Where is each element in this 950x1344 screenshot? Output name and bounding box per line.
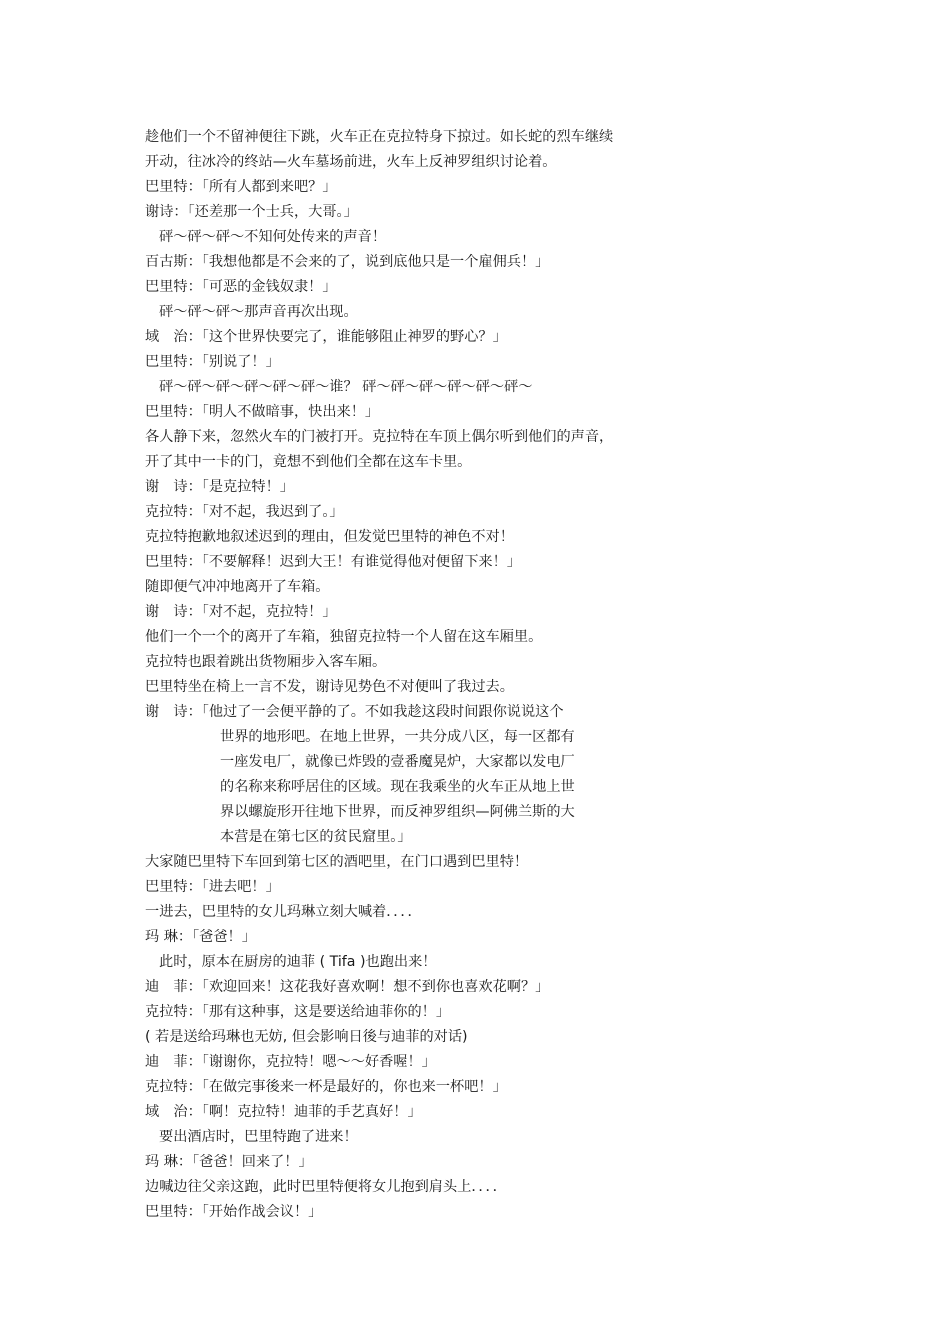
text-line: 本营是在第七区的贫民窟里。」 — [220, 829, 412, 845]
text-line: 巴里特：「可恶的金钱奴隶！」 — [145, 279, 337, 295]
text-line: 各人静下来，忽然火车的门被打开。克拉特在车顶上偶尔听到他们的声音， — [145, 429, 614, 445]
text-line: 巴里特：「明人不做暗事，快出来！」 — [145, 404, 380, 420]
text-line: 大家随巴里特下车回到第七区的酒吧里，在门口遇到巴里特！ — [145, 854, 529, 870]
text-line: 巴里特：「进去吧！」 — [145, 879, 280, 895]
text-line: 克拉特抱歉地叙述迟到的理由，但发觉巴里特的神色不对！ — [145, 529, 514, 545]
text-line: 谢 诗：「是克拉特！」 — [145, 479, 294, 495]
text-line: 迪 菲：「谢谢你，克拉特！嗯～～好香喔！」 — [145, 1054, 436, 1070]
text-line: 砰～砰～砰～砰～砰～砰～谁？ 砰～砰～砰～砰～砰～砰～ — [159, 379, 533, 395]
text-line: 谢诗：「还差那一个士兵，大哥。」 — [145, 204, 358, 220]
text-line: 克拉特：「那有这种事，这是要送给迪菲你的！」 — [145, 1004, 451, 1020]
text-line: ( 若是送给玛琳也无妨, 但会影响日後与迪菲的对话) — [145, 1029, 468, 1045]
text-line: 迪 菲：「欢迎回来！这花我好喜欢啊！想不到你也喜欢花啊？」 — [145, 979, 550, 995]
text-line: 界以螺旋形开往地下世界，而反神罗组织—阿佛兰斯的大 — [220, 804, 575, 820]
text-line: 此时，原本在厨房的迪菲 ( Tifa )也跑出来！ — [159, 954, 437, 970]
text-line: 开动，往冰冷的终站—火车墓场前进，火车上反神罗组织讨论着。 — [145, 154, 557, 170]
text-line: 克拉特：「对不起，我迟到了。」 — [145, 504, 344, 520]
text-line: 巴里特：「不要解释！迟到大王！有谁觉得他对便留下来！」 — [145, 554, 521, 570]
text-line: 克拉特也跟着跳出货物厢步入客车厢。 — [145, 654, 387, 670]
text-line: 谢 诗：「对不起，克拉特！」 — [145, 604, 337, 620]
story-text — [145, 125, 665, 1225]
text-line: 巴里特：「所有人都到来吧？」 — [145, 179, 337, 195]
text-line: 世界的地形吧。在地上世界，一共分成八区，每一区都有 — [220, 729, 575, 745]
text-line: 域 治：「这个世界快要完了，谁能够阻止神罗的野心？」 — [145, 329, 507, 345]
text-line: 玛 琳：「爸爸！回来了！」 — [145, 1154, 313, 1170]
text-line: 趁他们一个不留神便往下跳，火车正在克拉特身下掠过。如长蛇的烈车继续 — [145, 129, 614, 145]
text-line: 要出酒店时，巴里特跑了进来！ — [159, 1129, 358, 1145]
text-line: 克拉特：「在做完事後来一杯是最好的，你也来一杯吧！」 — [145, 1079, 507, 1095]
text-line: 百古斯：「我想他都是不会来的了，说到底他只是一个雇佣兵！」 — [145, 254, 550, 270]
text-line: 一进去，巴里特的女儿玛琳立刻大喊着．．．． — [145, 904, 422, 920]
text-line: 边喊边往父亲这跑，此时巴里特便将女儿抱到肩头上．．．． — [145, 1179, 507, 1195]
text-line: 巴里特：「开始作战会议！」 — [145, 1204, 323, 1220]
text-line: 玛 琳：「爸爸！」 — [145, 929, 256, 945]
text-line: 他们一个一个的离开了车箱，独留克拉特一个人留在这车厢里。 — [145, 629, 543, 645]
text-line: 巴里特：「别说了！」 — [145, 354, 280, 370]
text-line: 巴里特坐在椅上一言不发，谢诗见势色不对便叫了我过去。 — [145, 679, 514, 695]
text-line: 砰～砰～砰～那声音再次出现。 — [159, 304, 358, 320]
text-line: 砰～砰～砰～不知何处传来的声音！ — [159, 229, 387, 245]
text-line: 域 治：「啊！克拉特！迪菲的手艺真好！」 — [145, 1104, 422, 1120]
text-line: 的名称来称呼居住的区域。现在我乘坐的火车正从地上世 — [220, 779, 575, 795]
text-line: 一座发电厂，就像已炸毁的壹番魔晃炉，大家都以发电厂 — [220, 754, 575, 770]
text-line: 谢 诗：「他过了一会便平静的了。不如我趁这段时间跟你说说这个 — [145, 704, 564, 720]
text-line: 开了其中一卡的门，竟想不到他们全都在这车卡里。 — [145, 454, 472, 470]
text-line: 随即便气冲冲地离开了车箱。 — [145, 579, 330, 595]
